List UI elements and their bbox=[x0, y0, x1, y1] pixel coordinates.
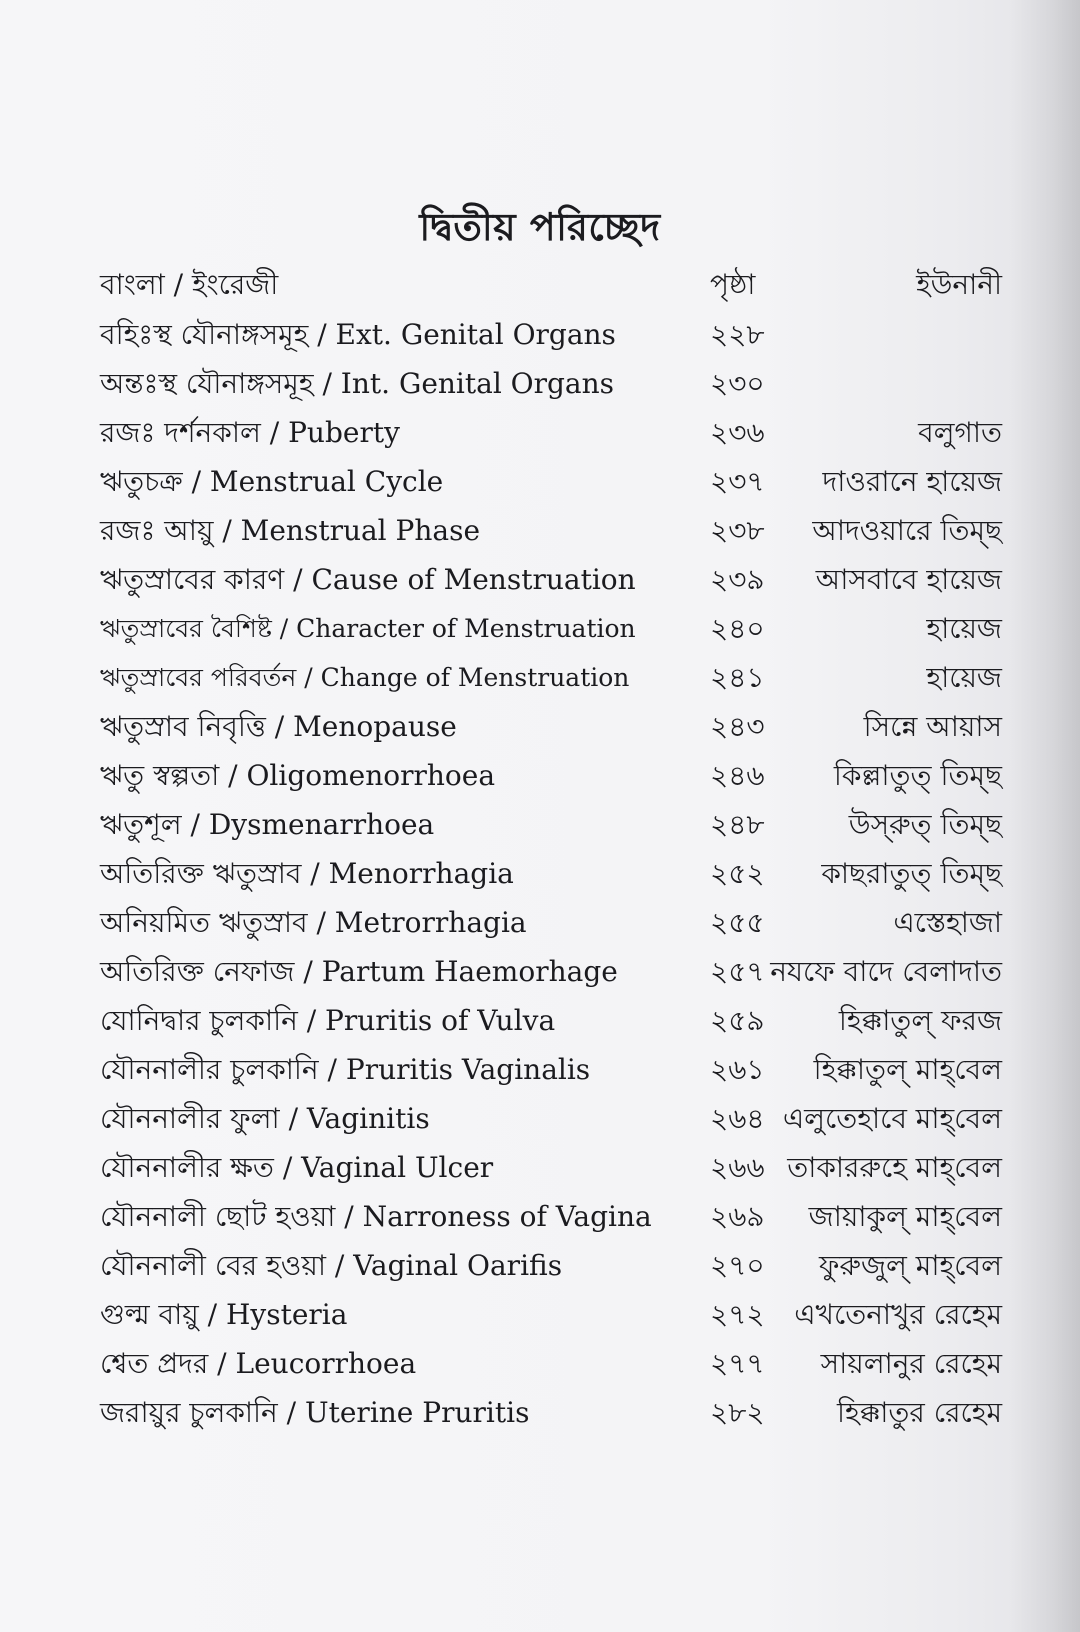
row-term: ঋতুস্রাবের পরিবর্তন / Change of Menstruation bbox=[100, 663, 630, 692]
row-unani: আদওয়ারে তিম্‌ছ bbox=[812, 514, 1002, 547]
row-term: যৌননালী ছোট হওয়া / Narroness of Vagina bbox=[100, 1200, 652, 1233]
row-page: ২৬৬ bbox=[710, 1151, 765, 1184]
row-unani: হায়েজ bbox=[926, 661, 1002, 694]
table-row bbox=[0, 655, 1080, 701]
row-term: রজঃ আয়ু / Menstrual Phase bbox=[100, 514, 481, 547]
row-unani: কিল্লাতুত্‌ তিম্‌ছ bbox=[833, 759, 1002, 792]
row-unani: আসবাবে হায়েজ bbox=[815, 563, 1002, 596]
row-page: ২৫৯ bbox=[710, 1004, 765, 1037]
row-unani: সিন্নে আয়াস bbox=[863, 710, 1002, 743]
table-row bbox=[0, 1047, 1080, 1093]
row-page: ২৭২ bbox=[710, 1298, 765, 1331]
row-unani: জায়াকুল্‌ মাহ্‌বেল bbox=[808, 1200, 1002, 1233]
table-row bbox=[0, 557, 1080, 603]
table-row bbox=[0, 851, 1080, 897]
row-page: ২৪০ bbox=[710, 612, 765, 645]
row-page: ২৩৯ bbox=[710, 563, 765, 596]
row-term: অনিয়মিত ঋতুস্রাব / Metrorrhagia bbox=[100, 906, 527, 939]
row-unani: কাছরাতুত্‌ তিম্‌ছ bbox=[821, 857, 1002, 890]
row-page: ২৫৫ bbox=[710, 906, 765, 939]
row-unani: হিক্কাতুল্‌ ফরজ bbox=[838, 1004, 1002, 1037]
table-row bbox=[0, 753, 1080, 799]
table-row bbox=[0, 704, 1080, 750]
row-term: অতিরিক্ত ঋতুস্রাব / Menorrhagia bbox=[100, 857, 514, 890]
row-page: ২৪৬ bbox=[710, 759, 765, 792]
row-term: রজঃ দর্শনকাল / Puberty bbox=[100, 416, 400, 449]
row-unani: এস্তেহাজা bbox=[893, 906, 1002, 939]
row-unani: হিক্কাতুর রেহেম bbox=[836, 1396, 1002, 1429]
row-unani: হায়েজ bbox=[926, 612, 1002, 645]
table-row bbox=[0, 1390, 1080, 1436]
row-term: যোনিদ্বার চুলকানি / Pruritis of Vulva bbox=[100, 1004, 556, 1037]
row-term: ঋতুস্রাবের কারণ / Cause of Menstruation bbox=[100, 563, 636, 596]
row-unani: এখতেনাখুর রেহেম bbox=[794, 1298, 1002, 1331]
table-row bbox=[0, 410, 1080, 456]
row-page: ২৬৯ bbox=[710, 1200, 765, 1233]
row-term: বহিঃস্থ যৌনাঙ্গসমূহ / Ext. Genital Organs bbox=[100, 318, 616, 351]
row-term: জরায়ুর চুলকানি / Uterine Pruritis bbox=[100, 1396, 530, 1429]
row-term: ঋতু স্বল্পতা / Oligomenorrhoea bbox=[100, 759, 496, 792]
row-term: শ্বেত প্রদর / Leucorrhoea bbox=[100, 1347, 417, 1380]
row-unani: নযফে বাদে বেলাদাত bbox=[770, 955, 1002, 988]
row-term: যৌননালী বের হওয়া / Vaginal Oarifis bbox=[100, 1249, 563, 1282]
row-term: অতিরিক্ত নেফাজ / Partum Haemorhage bbox=[100, 955, 618, 988]
row-unani: বলুগাত bbox=[918, 416, 1002, 449]
page-title: দ্বিতীয় পরিচ্ছেদ bbox=[419, 204, 661, 249]
row-page: ২৮২ bbox=[710, 1396, 765, 1429]
row-page: ২৩০ bbox=[710, 367, 765, 400]
row-term: ঋতুস্রাব নিবৃত্তি / Menopause bbox=[100, 710, 457, 743]
row-page: ২৭০ bbox=[710, 1249, 765, 1282]
header-unani: ইউনানী bbox=[916, 268, 1002, 301]
row-page: ২৫২ bbox=[710, 857, 765, 890]
row-page: ২৪১ bbox=[710, 661, 765, 694]
table-row bbox=[0, 900, 1080, 946]
table-row bbox=[0, 1341, 1080, 1387]
row-term: ঋতুচক্র / Menstrual Cycle bbox=[100, 465, 444, 498]
table-row bbox=[0, 998, 1080, 1044]
table-row bbox=[0, 1292, 1080, 1338]
row-page: ২৬১ bbox=[710, 1053, 765, 1086]
row-unani: সায়লানুর রেহেম bbox=[820, 1347, 1002, 1380]
row-term: যৌননালীর ক্ষত / Vaginal Ulcer bbox=[100, 1151, 494, 1184]
row-unani: উস্‌রুত্‌ তিম্‌ছ bbox=[848, 808, 1002, 841]
header-bangla-english: বাংলা / ইংরেজী bbox=[100, 268, 279, 301]
table-row bbox=[0, 312, 1080, 358]
table-row bbox=[0, 802, 1080, 848]
table-header bbox=[0, 262, 1080, 308]
row-page: ২৫৭ bbox=[710, 955, 765, 988]
row-term: গুল্ম বায়ু / Hysteria bbox=[100, 1298, 348, 1331]
table-row bbox=[0, 606, 1080, 652]
row-term: ঋতুস্রাবের বৈশিষ্ট / Character of Menstruation bbox=[100, 614, 636, 643]
row-page: ২৩৭ bbox=[710, 465, 765, 498]
table-row bbox=[0, 1243, 1080, 1289]
row-term: অন্তঃস্থ যৌনাঙ্গসমূহ / Int. Genital Organs bbox=[100, 367, 615, 400]
row-page: ২২৮ bbox=[710, 318, 765, 351]
row-page: ২৭৭ bbox=[710, 1347, 765, 1380]
row-unani: তাকাররুহে মাহ্‌বেল bbox=[787, 1151, 1002, 1184]
table-row bbox=[0, 1194, 1080, 1240]
row-page: ২৪৩ bbox=[710, 710, 765, 743]
header-page: পৃষ্ঠা bbox=[710, 268, 756, 301]
table-row bbox=[0, 1096, 1080, 1142]
row-unani: ফুরুজুল্‌ মাহ্‌বেল bbox=[819, 1249, 1002, 1282]
table-row bbox=[0, 949, 1080, 995]
row-term: যৌননালীর ফুলা / Vaginitis bbox=[100, 1102, 430, 1135]
row-unani: হিক্কাতুল্‌ মাহ্‌বেল bbox=[813, 1053, 1002, 1086]
row-term: যৌননালীর চুলকানি / Pruritis Vaginalis bbox=[100, 1053, 591, 1086]
table-row bbox=[0, 508, 1080, 554]
row-page: ২৩৮ bbox=[710, 514, 765, 547]
table-row bbox=[0, 361, 1080, 407]
row-unani: দাওরানে হায়েজ bbox=[822, 465, 1002, 498]
row-term: ঋতুশূল / Dysmenarrhoea bbox=[100, 808, 435, 841]
table-row bbox=[0, 1145, 1080, 1191]
table-row bbox=[0, 459, 1080, 505]
row-page: ২৬৪ bbox=[710, 1102, 765, 1135]
row-page: ২৪৮ bbox=[710, 808, 765, 841]
row-unani: এলুতেহাবে মাহ্‌বেল bbox=[782, 1102, 1002, 1135]
row-page: ২৩৬ bbox=[710, 416, 765, 449]
